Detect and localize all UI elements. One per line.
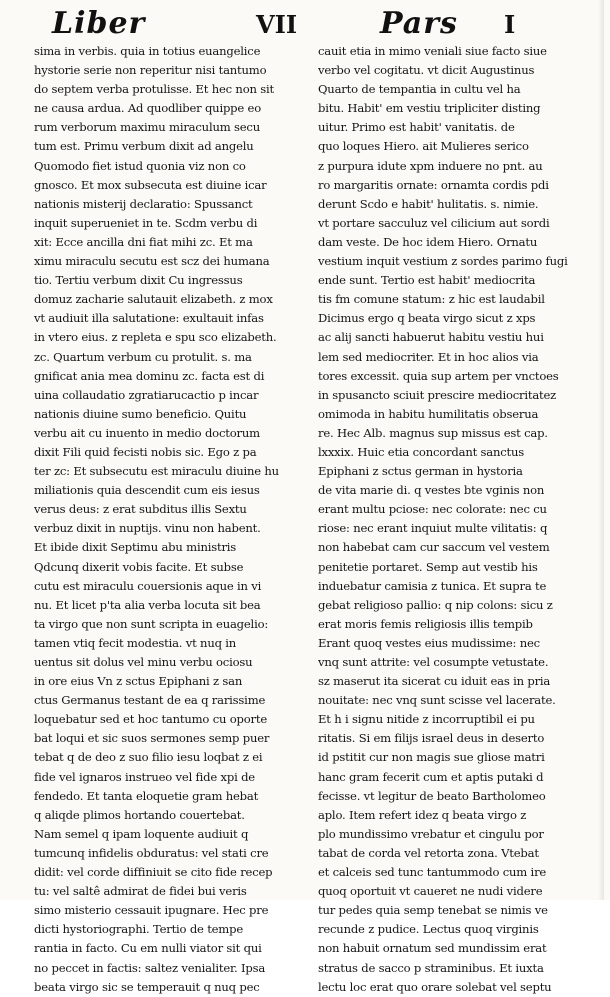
text-line: ximu miraculu secutu est scz dei humana — [34, 254, 270, 269]
text-line: gebat religioso pallio: q nip colons: sicu z — [318, 597, 553, 612]
text-line: Nam semel q ipam loquente audiuit q — [34, 826, 249, 841]
text-line: et calceis sed tunc tantummodo cum ire — [318, 865, 547, 880]
text-line: domuz zacharie salutauit elizabeth. z mox — [34, 292, 273, 307]
text-line: penitetie portaret. Semp aut vestib his — [318, 559, 538, 574]
text-line: gnosco. Et mox subsecuta est diuine icar — [34, 177, 267, 192]
text-line: ter zc: Et subsecutu est miraculu diuine hu — [34, 464, 279, 479]
text-line: tamen vtiq fecit modestia. vt nuq in — [34, 635, 237, 650]
text-line: quo loques Hiero. ait Mulieres serico — [318, 139, 529, 154]
text-line: vestium inquit vestium z sordes parimo fugi — [318, 254, 568, 269]
text-line: fendedo. Et tanta eloquetie gram hebat — [34, 788, 259, 803]
text-line: inquit superueniet in te. Scdm verbu di — [34, 215, 258, 230]
text-line: bat loqui et sic suos sermones semp puer — [34, 731, 270, 746]
header-liber: Liber — [52, 6, 146, 41]
text-line: in ore eius Vn z sctus Epiphani z san — [34, 674, 243, 689]
text-line: zc. Quartum verbum cu protulit. s. ma — [34, 349, 252, 364]
text-line: ac alij sancti habuerut habitu vestiu hui — [318, 330, 544, 345]
left-text-column — [34, 42, 302, 997]
text-line: z purpura idute xpm induere no pnt. au — [318, 158, 543, 173]
text-line: miliationis quia descendit cum eis iesus — [34, 483, 260, 498]
text-line: ro margaritis ornate: ornamta cordis pdi — [318, 177, 549, 192]
text-line: verbuz dixit in nuptijs. vinu non habent. — [34, 521, 261, 536]
text-line: Quarto de tempantia in cultu vel ha — [318, 82, 521, 97]
text-line: vt portare sacculuz vel cilicium aut sordi — [318, 215, 550, 230]
text-line: dicti hystoriographi. Tertio de tempe — [34, 922, 243, 937]
text-line: sz maserut ita sicerat cu iduit eas in pria — [318, 674, 551, 689]
text-line: nu. Et licet p'ta alia verba locuta sit bea — [34, 597, 261, 612]
text-line: uitur. Primo est habit' vanitatis. de — [318, 120, 515, 135]
running-header — [0, 6, 610, 44]
text-line: verbu ait cu inuento in medio doctorum — [34, 425, 260, 440]
text-line: vnq sunt attrite: vel cosumpte vetustate. — [318, 655, 549, 669]
text-line: loquebatur sed et hoc tantumo cu oporte — [34, 712, 267, 727]
text-line: id pstitit cur non magis sue gliose matri — [318, 750, 545, 765]
text-line: tebat q de deo z suo filio iesu loqbat z ei — [34, 750, 263, 765]
text-line: non habuit ornatum sed mundissim erat — [318, 941, 547, 956]
text-line: rantia in facto. Cu em nulli viator sit qui — [34, 941, 262, 956]
text-line: vt audiuit illa salutatione: exultauit infas — [34, 311, 264, 326]
right-text-column — [318, 42, 586, 997]
text-line: uentus sit dolus vel minu verbu ociosu — [34, 655, 253, 669]
text-line: nationis diuine sumo beneficio. Quitu — [34, 406, 247, 421]
text-line: ritatis. Si em filijs israel deus in deserto — [318, 731, 545, 746]
text-line: recunde z pudice. Lectus quoq virginis — [318, 922, 539, 937]
text-line: ctus Germanus testant de ea q rarissime — [34, 693, 266, 708]
text-line: cauit etia in mimo veniali siue facto siue — [318, 44, 547, 58]
text-line: cutu est miraculu couersionis aque in vi — [34, 578, 262, 593]
text-line: q aliqde plimos hortando couertebat. — [34, 807, 245, 822]
text-line: gnificat ania mea dominu zc. facta est di — [34, 368, 265, 383]
text-line: de vita marie di. q vestes bte vginis non — [318, 483, 545, 498]
text-line: do septem verba protulisse. Et hec non sit — [34, 82, 274, 97]
text-line: erant multu pciose: nec colorate: nec cu — [318, 502, 547, 517]
text-line: induebatur camisia z tunica. Et supra te — [318, 578, 547, 593]
text-line: beata virgo sic se temperauit q nuq pec — [34, 979, 260, 994]
text-line: dam veste. De hoc idem Hiero. Ornatu — [318, 234, 538, 249]
text-line: sima in verbis. quia in totius euangelice — [34, 44, 261, 58]
text-line: lectu loc erat quo orare solebat vel septu — [318, 979, 552, 994]
text-line: aplo. Item refert idez q beata virgo z — [318, 807, 527, 822]
text-line: tu: vel saltê admirat de fidei bui veris — [34, 884, 247, 899]
text-line: tabat de corda vel retorta zona. Vtebat — [318, 845, 539, 860]
text-line: riose: nec erant inquiut multe vilitatis: q — [318, 521, 548, 536]
text-line: Qdcunq dixerit vobis facite. Et subse — [34, 559, 244, 574]
text-line: hystorie serie non reperitur nisi tantumo — [34, 63, 267, 78]
text-line: Et ibide dixit Septimu abu ministris — [34, 540, 237, 555]
text-line: dixit Fili quid fecisti nobis sic. Ego z pa — [34, 444, 257, 459]
text-line: fide vel ignaros instrueo vel fide xpi de — [34, 769, 255, 784]
text-line: nouitate: nec vnq sunt scisse vel lacerate. — [318, 693, 556, 708]
text-line: ta virgo que non sunt scripta in euagelio: — [34, 616, 269, 631]
text-line: nationis misterij declaratio: Spussanct — [34, 196, 253, 211]
text-line: Quomodo fiet istud quonia viz non co — [34, 158, 246, 173]
text-line: Erant quoq vestes eius mudissime: nec — [318, 635, 540, 650]
text-line: uina collaudatio zgratiarucactio p incar — [34, 387, 259, 402]
text-line: tumcunq infidelis obduratus: vel stati cre — [34, 845, 269, 860]
text-line: fecisse. vt legitur de beato Bartholomeo — [318, 788, 546, 803]
text-line: in vtero eius. z repleta e spu sco elizabeth. — [34, 330, 277, 345]
text-line: xit: Ecce ancilla dni fiat mihi zc. Et ma — [34, 234, 253, 249]
text-line: no peccet in factis: saltez venialiter. Ipsa — [34, 960, 266, 975]
text-line: lxxxix. Huic etia concordant sanctus — [318, 444, 525, 459]
text-line: quoq oportuit vt caueret ne nudi videre — [318, 884, 543, 899]
text-line: rum verborum maximu miraculum secu — [34, 120, 260, 135]
text-line: Dicimus ergo q beata virgo sicut z xps — [318, 311, 536, 326]
text-line: Et h i signu nitide z incorruptibil ei pu — [318, 712, 535, 727]
text-line: verbo vel cogitatu. vt dicit Augustinus — [318, 63, 535, 78]
header-pars: Pars — [380, 6, 458, 41]
text-line: plo mundissimo vrebatur et cingulu por — [318, 826, 544, 841]
text-line: re. Hec Alb. magnus sup missus est cap. — [318, 425, 548, 440]
header-book-number: VII — [256, 10, 298, 39]
text-line: omimoda in habitu humilitatis obserua — [318, 406, 539, 421]
text-line: lem sed mediocriter. Et in hoc alios via — [318, 349, 539, 364]
page-edge-shadow — [598, 0, 604, 900]
header-part-number: I — [504, 10, 516, 39]
text-line: tores excessit. quia sup artem per vnctoes — [318, 368, 559, 383]
text-line: tur pedes quia semp tenebat se nimis ve — [318, 903, 548, 918]
text-line: Epiphani z sctus german in hystoria — [318, 464, 523, 479]
text-line: didit: vel corde diffiniuit se cito fide recep — [34, 865, 273, 880]
text-line: hanc gram fecerit cum et aptis putaki d — [318, 769, 544, 784]
text-line: non habebat cam cur saccum vel vestem — [318, 540, 550, 555]
text-line: tio. Tertiu verbum dixit Cu ingressus — [34, 273, 243, 288]
text-line: derunt Scdo e habit' hulitatis. s. nimie. — [318, 196, 539, 211]
text-line: bitu. Habit' em vestiu tripliciter disting — [318, 101, 541, 116]
text-line: stratus de sacco p straminibus. Et iuxta — [318, 960, 544, 975]
text-line: in spusancto sciuit prescire mediocritatez — [318, 387, 557, 402]
text-line: verus deus: z erat subditus illis Sextu — [34, 502, 247, 517]
text-line: ende sunt. Tertio est habit' mediocrita — [318, 273, 536, 288]
text-line: erat moris femis religiosis illis tempib — [318, 616, 533, 631]
text-line: ne causa ardua. Ad quodliber quippe eo — [34, 101, 261, 116]
text-line: simo misterio cessauit ipugnare. Hec pre — [34, 903, 269, 918]
text-line: tis fm comune statum: z hic est laudabil — [318, 292, 545, 307]
text-line: tum est. Primu verbum dixit ad angelu — [34, 139, 254, 154]
